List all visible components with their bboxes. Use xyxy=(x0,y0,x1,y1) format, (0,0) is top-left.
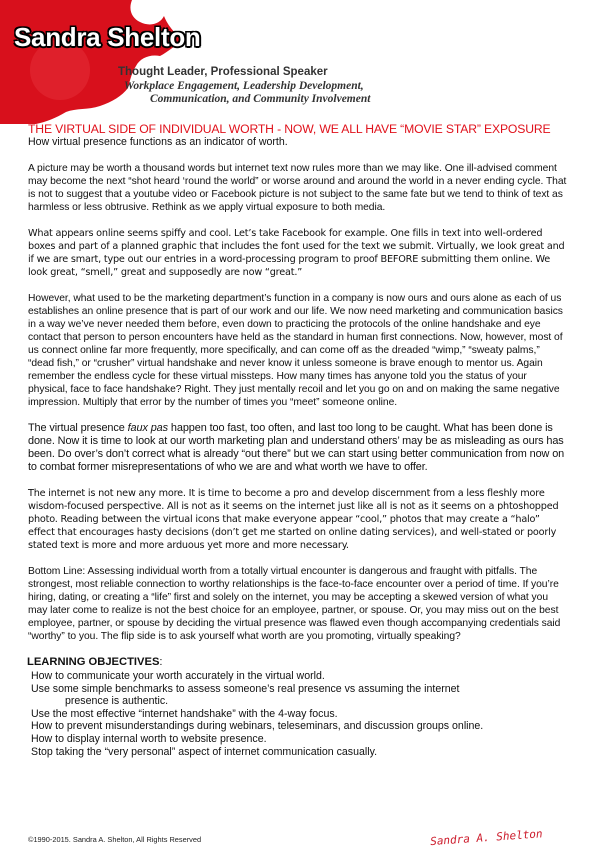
list-item: Stop taking the “very personal” aspect of internet communication casually. xyxy=(31,745,378,758)
learning-objectives-list xyxy=(28,670,568,758)
learning-objectives-heading xyxy=(27,656,568,669)
list-item: How to display internal worth to website presence. xyxy=(31,732,267,745)
learning-objectives-colon: : xyxy=(159,656,163,668)
paragraph-6: Bottom Line: Assessing individual worth from a totally virtual encounter is dangerous and fraught with pitfalls. The strongest, most reliable connection to worthy relationships is the face-to-face encounter over a period of time. If you’re hiring, dating, or creating a “life” first and solely on the internet, you may be accepting a skewed version of what you may later come to realize is not the best choice for an employee, partner, or spouse. Or, you may miss out on the best employee, partner, or spouse by deciding the virtual presence was flawed even though accompanying credentials said “worthy” to you. The flip side is to ask yourself what worth are you promoting, virtually speaking? xyxy=(28,566,561,642)
faux-pas-emphasis: faux pas xyxy=(127,422,168,434)
article-title: THE VIRTUAL SIDE OF INDIVIDUAL WORTH - NOW, WE ALL HAVE “MOVIE STAR” EXPOSURE xyxy=(28,122,551,136)
puzzle-piece-shape xyxy=(0,0,186,124)
paragraph-4 xyxy=(28,422,568,474)
list-item: How to communicate your worth accurately in the virtual world. xyxy=(31,670,325,682)
tagline: Thought Leader, Professional Speaker xyxy=(118,66,328,78)
list-item: How to prevent misunderstandings during webinars, teleseminars, and discussion groups online. xyxy=(31,720,484,733)
list-item-line-2: presence is authentic. xyxy=(65,695,169,708)
article-subtitle: How virtual presence functions as an indicator of worth. xyxy=(28,136,288,148)
paragraph-5: The internet is not new any more. It is time to become a pro and develop discernment from a less fleshly more wisdom-focused perspective. All is not as it seems on the internet just like all is not as it seems on a phtoshopped photo. Reading between the virtual icons that make everyone appear “cool,” photos that may create a “halo” effect that encourages hasty decisions (don’t get me started on online dating services), and well-stated or poorly stated text is more and more arduous yet more and more necessary. xyxy=(28,488,559,551)
paragraph-4-start: The virtual presence xyxy=(28,422,128,434)
paragraph-1: A picture may be worth a thousand words but internet text now rules more than we may like. One ill-advised comment may become the next “shot heard ‘round the world” or worse around and around the world in a never ending cycle. That is not to suggest that a youtube video or Facebook picture is not subject to the same fate but we tend to think of text as harmless or less obtrusive. Rethink as we apply virtual exposure to both media. xyxy=(28,163,567,213)
puzzle-piece-logo xyxy=(0,0,200,125)
learning-objectives-heading-text: LEARNING OBJECTIVES xyxy=(27,656,160,668)
paragraph-2: What appears online seems spiffy and cool. Let’s take Facebook for example. One fills in text into well-ordered boxes and part of a planned graphic that includes the font used for the text we submit. Virtually, we look great and if we are smart, type out our entries in a word-processing program to proof BEFORE submitting them online. We look great, “smell,” great and supposedly are now “great.” xyxy=(28,228,565,278)
article xyxy=(28,122,568,758)
paragraph-3: However, what used to be the marketing department’s function in a company is now ours and ours alone as each of us establishes an online presence that is part of our work and our life. We now need marketing and communication basics in a way we’ve never needed them before, even down to practicing the protocols of the online handshake and eye contact that person to person encounters have held as the standard in human first connections. Now, however, most of us connect online far more frequently, more specifically, and can come off as the dreaded “wimp,” “sweaty palms,” “dead fish,” or “crusher” virtual handshake and never know it unless someone is brave enough to mentor us. Again remember the endless cycle for these virtual missteps. How many times has anyone told you the status of your physical, face to face handshake? Right. They just mentally recoil and let you go on and on making the same negative impression. Multiply that error by the number of times you “meet” someone online. xyxy=(28,293,563,408)
list-item xyxy=(31,683,568,708)
list-item: Use the most effective “internet handshake” with the 4-way focus. xyxy=(31,707,338,720)
paragraph-4-end: happen too fast, too often, and last too long to be caught. What has been done is done. Now it is time to look at our worth marketing plan and understand others’ may be as misleading as ours has been. Do over’s don’t correct what is already “out there” but we can start using better communication from now on to combat former misrepresentations of who we are and what worth we have to offer. xyxy=(28,422,565,473)
specialties-line-1: Workplace Engagement, Leadership Development, xyxy=(124,80,364,92)
copyright-notice: ©1990-2015. Sandra A. Shelton, All Rights Reserved xyxy=(28,835,202,844)
list-item-line-1: Use some simple benchmarks to assess someone’s real presence vs assuming the internet xyxy=(31,682,460,695)
signature-text: Sandra A. Shelton xyxy=(429,827,543,849)
specialties-line-2: Communication, and Community Involvement xyxy=(150,93,371,105)
handwritten-signature xyxy=(428,822,578,850)
brand-name: Sandra Shelton xyxy=(14,22,201,52)
